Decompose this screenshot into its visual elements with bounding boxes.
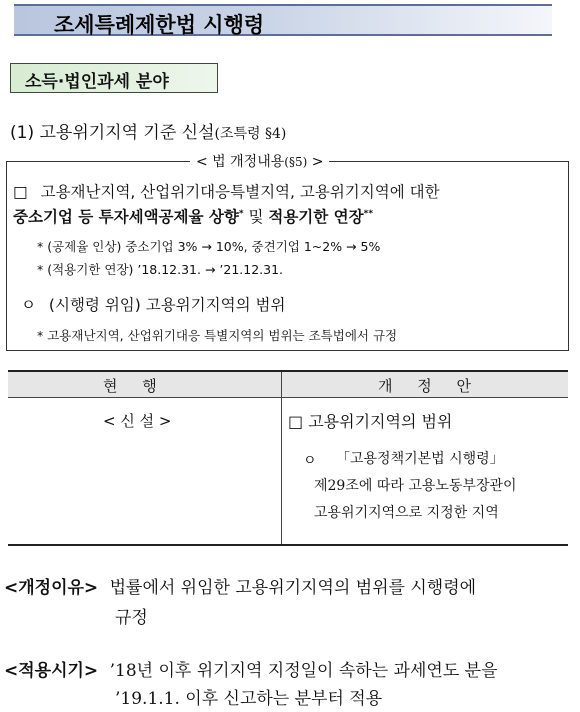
- amendment-note3-line: * 고용재난지역, 산업위기대응 특별지역의 범위는 조특법에서 규정: [37, 328, 398, 343]
- amendment-item1-bold3: 적용기한 연장: [268, 208, 364, 226]
- amendment-item1-rest: 에 대한: [389, 183, 440, 201]
- item-heading: [10, 118, 286, 143]
- amendment-note1-line: * (공제율 인상) 중소기업 3% → 10%, 중견기업 1~2% → 5%: [37, 239, 381, 254]
- amendment-box-label: [190, 151, 329, 171]
- column-divider: [281, 372, 282, 544]
- reason-label: <개정이유>: [4, 578, 99, 598]
- revised-line-3: 고용위기지역으로 지정한 지역: [314, 505, 499, 521]
- square-bullet: □: [13, 183, 28, 201]
- revised-circle-bullet: ㅇ: [303, 453, 317, 469]
- revised-title: □ 고용위기지역의 범위: [288, 412, 453, 431]
- amendment-box: [6, 154, 569, 351]
- amendment-label-ref: (§5): [284, 155, 308, 169]
- col-revised-header: 개 정 안: [378, 377, 482, 395]
- amendment-item2-text: (시행령 위임) 고용위기지역의 범위: [48, 296, 286, 314]
- effective-line-1: [4, 656, 498, 681]
- amendment-label-end: >: [307, 154, 324, 170]
- col-current-header: 현 행: [103, 377, 167, 395]
- amendment-item2: [21, 293, 285, 315]
- item-heading-text: (1) 고용위기지역 기준 신설: [10, 123, 215, 143]
- item-heading-ref: (조특령 §4): [214, 126, 287, 142]
- amendment-label-text: < 법 개정내용: [196, 154, 285, 170]
- effective-text-2: ’19.1.1. 이후 신고하는 분부터 적용: [115, 689, 383, 709]
- amendment-note2-line: * (적용기한 연장) ’18.12.31. → ’21.12.31.: [37, 262, 284, 277]
- document-title: 조세특례제한법 시행령: [54, 13, 265, 37]
- reason-text-1: 법률에서 위임한 고용위기지역의 범위를 시행령에: [109, 578, 477, 598]
- comparison-table: [8, 370, 568, 546]
- reason-text-2: 규정: [115, 608, 148, 628]
- revised-line-1: 「고용정책기본법 시행령」: [336, 451, 504, 467]
- amendment-item1-mid: 및: [243, 208, 269, 226]
- current-cell: < 신 설 >: [103, 412, 172, 430]
- circle-bullet: ㅇ: [21, 296, 36, 314]
- title-bar: [14, 4, 552, 36]
- amendment-item1-line2: 중소기업 등 투자세액공제율 상향* 및 적용기한 연장**: [13, 208, 374, 226]
- section-label-box: [10, 63, 218, 93]
- effective-label: <적용시기>: [4, 661, 99, 681]
- section-label: 소득·법인과세 분야: [25, 72, 169, 92]
- amendment-item1-bold2: 중소기업 등 투자세액공제율 상향: [13, 208, 239, 226]
- effective-text-1: ’18년 이후 위기지역 지정일이 속하는 과세연도 분을: [109, 661, 498, 681]
- comparison-table-header: [8, 372, 568, 398]
- amendment-item1-bold: 고용재난지역, 산업위기대응특별지역, 고용위기지역: [40, 183, 390, 201]
- amendment-item1-line1: [13, 180, 440, 202]
- revised-line-2: 제29조에 따라 고용노동부장관이: [314, 478, 517, 494]
- reason-line-1: [4, 573, 476, 598]
